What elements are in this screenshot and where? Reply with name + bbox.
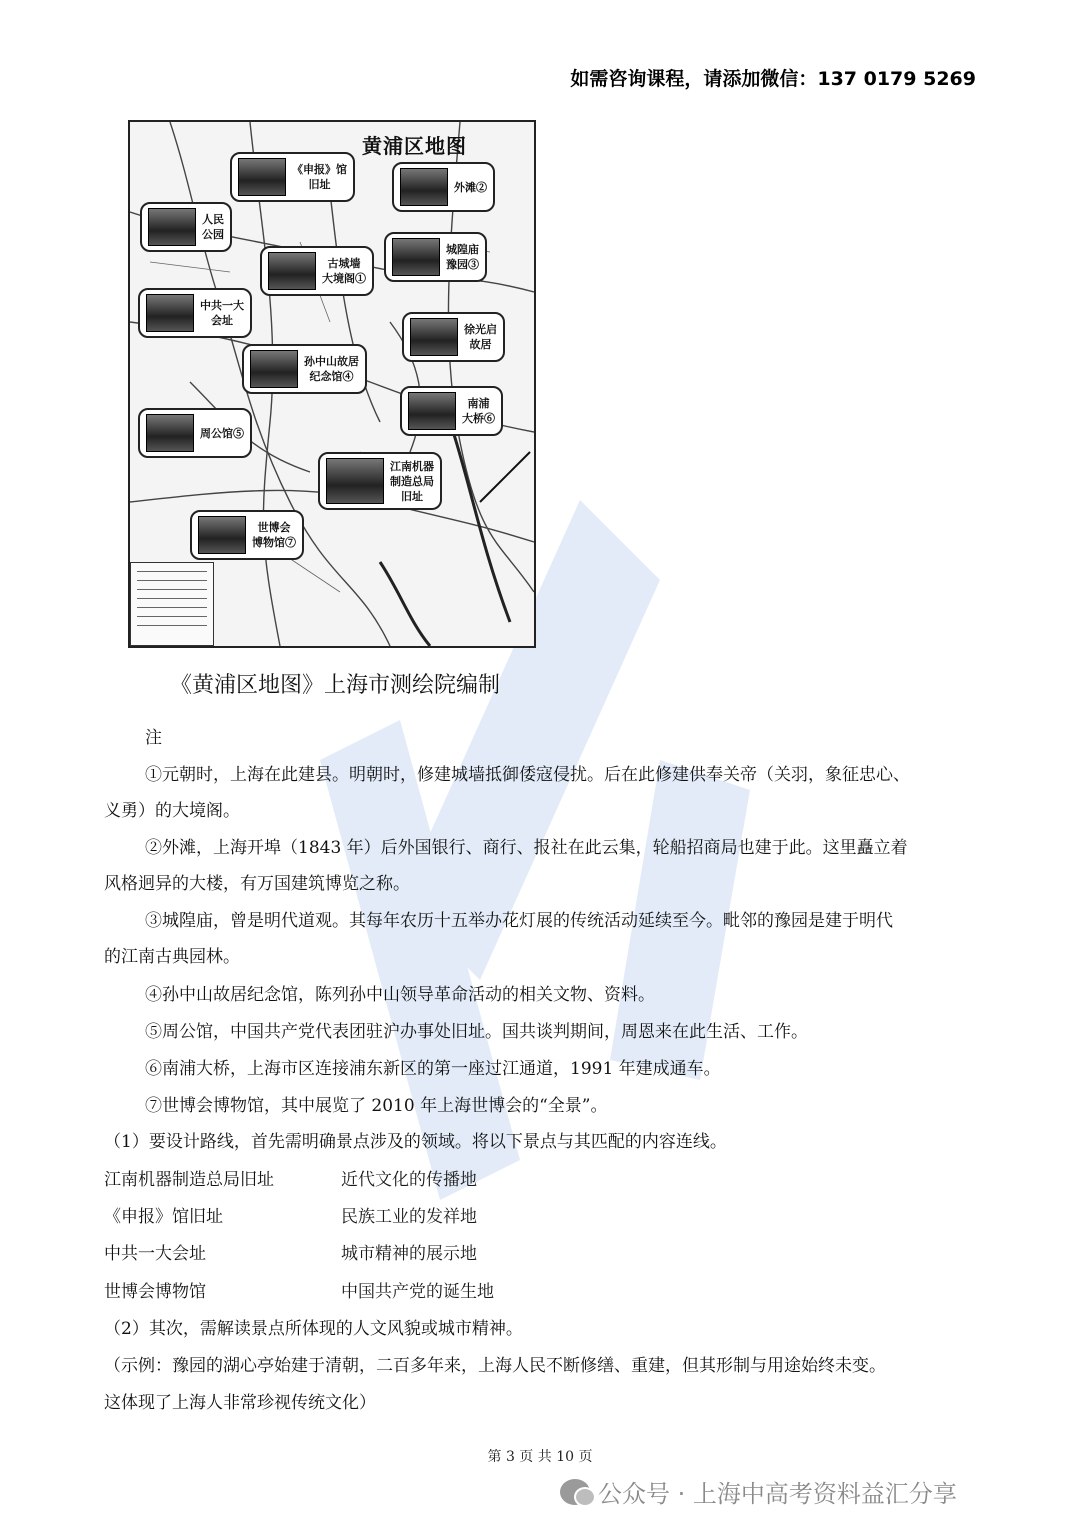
match-right-item: 城市精神的展示地 (341, 1244, 477, 1264)
callout-cpc-first (138, 288, 252, 338)
match-left-item: 世博会博物馆 (104, 1282, 206, 1302)
note-line: ①元朝时，上海在此建县。明朝时，修建城墙抵御倭寇侵扰。后在此修建供奉关帝（关羽，象征忠心、 (145, 765, 910, 785)
note-line: ⑥南浦大桥，上海市区连接浦东新区的第一座过江通道，1991 年建成通车。 (145, 1059, 721, 1079)
callout-label: 人民 公园 (202, 213, 224, 241)
note-line: ⑤周公馆，中国共产党代表团驻沪办事处旧址。国共谈判期间，周恩来在此生活、工作。 (145, 1022, 808, 1042)
watermark-text: 公众号 · 上海中高考资料益汇分享 (598, 1480, 957, 1508)
note-line: 风格迥异的大楼，有万国建筑博览之称。 (104, 874, 410, 894)
match-left-item: 江南机器制造总局旧址 (104, 1170, 274, 1190)
note-line: 义勇）的大境阁。 (104, 801, 240, 821)
contact-header: 如需咨询课程，请添加微信：137 0179 5269 (570, 68, 976, 90)
callout-label: 古城墙 大境阁① (322, 257, 366, 285)
callout-shenbao (230, 152, 355, 202)
note-line: ⑦世博会博物馆，其中展览了 2010 年上海世博会的“全景”。 (145, 1096, 608, 1116)
page-number: 第 3 页 共 10 页 (487, 1449, 593, 1465)
callout-label: 徐光启 故居 (464, 323, 497, 351)
old-wall-photo (268, 252, 316, 290)
callout-label: 周公馆⑤ (200, 426, 244, 440)
callout-label: 外滩② (454, 180, 487, 194)
match-right-item: 近代文化的传播地 (341, 1170, 477, 1190)
map-legend (130, 562, 214, 646)
callout-jiangnan (318, 452, 442, 510)
huangpu-map (128, 120, 536, 648)
note-line: ③城隍庙，曾是明代道观。其每年农历十五举办花灯展的传统活动延续至今。毗邻的豫园是建于明代 (145, 911, 893, 931)
callout-label: 中共一大 会址 (200, 299, 244, 327)
callout-nanpu (400, 386, 503, 436)
match-left-item: 中共一大会址 (104, 1244, 206, 1264)
jiangnan-photo (326, 458, 384, 504)
question2-prompt: （2）其次，需解读景点所体现的人文风貌或城市精神。 (104, 1319, 523, 1339)
note-line: ④孙中山故居纪念馆，陈列孙中山领导革命活动的相关文物、资料。 (145, 985, 655, 1005)
callout-label: 世博会 博物馆⑦ (252, 521, 296, 549)
callout-people-park (140, 202, 232, 252)
map-title: 黄浦区地图 (362, 134, 467, 158)
callout-zhou-gong (138, 408, 252, 458)
match-right-item: 中国共产党的诞生地 (341, 1282, 494, 1302)
xu-guangqi-photo (410, 318, 458, 356)
expo-photo (198, 516, 246, 554)
zhou-gong-photo (146, 414, 194, 452)
note-line: 的江南古典园林。 (104, 947, 240, 967)
callout-label: 《申报》馆 旧址 (292, 163, 347, 191)
nanpu-photo (408, 392, 456, 430)
callout-waitan (392, 162, 495, 212)
notes-heading: 注 (145, 728, 162, 748)
sun-yatsen-photo (250, 350, 298, 388)
wechat-icon (560, 1479, 590, 1505)
shenbao-photo (238, 158, 286, 196)
callout-label: 南浦 大桥⑥ (462, 397, 495, 425)
match-right-item: 民族工业的发祥地 (341, 1207, 477, 1227)
waitan-photo (400, 168, 448, 206)
callout-xu-guangqi (402, 312, 505, 362)
city-temple-photo (392, 238, 440, 276)
match-left-item: 《申报》馆旧址 (104, 1207, 223, 1227)
wechat-watermark (560, 1474, 957, 1509)
question1-prompt: （1）要设计路线，首先需明确景点涉及的领域。将以下景点与其匹配的内容连线。 (104, 1132, 727, 1152)
callout-sun-yatsen (242, 344, 367, 394)
callout-label: 城隍庙 豫园③ (446, 243, 479, 271)
question2-example: 这体现了上海人非常珍视传统文化） (104, 1393, 376, 1413)
callout-label: 孙中山故居 纪念馆④ (304, 355, 359, 383)
map-caption: 《黄浦区地图》上海市测绘院编制 (170, 673, 501, 698)
people-park-photo (148, 208, 196, 246)
question2-example: （示例：豫园的湖心亭始建于清朝，二百多年来，上海人民不断修缮、重建，但其形制与用途始终未变。 (104, 1356, 886, 1376)
cpc-first-photo (146, 294, 194, 332)
callout-label: 江南机器 制造总局 旧址 (390, 459, 434, 503)
callout-expo (190, 510, 304, 560)
callout-city-temple (384, 232, 487, 282)
note-line: ②外滩，上海开埠（1843 年）后外国银行、商行、报社在此云集，轮船招商局也建于此。这里矗立着 (145, 838, 908, 858)
callout-old-wall (260, 246, 374, 296)
